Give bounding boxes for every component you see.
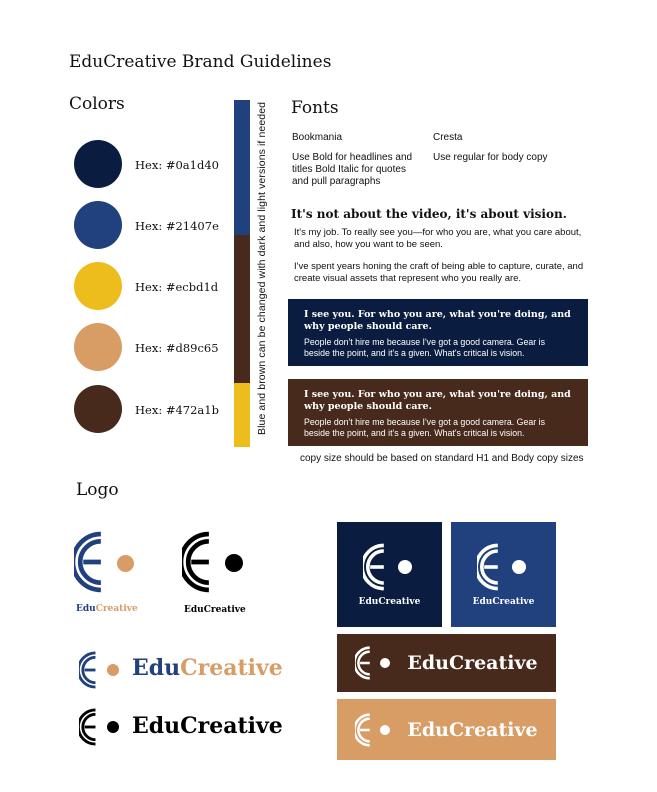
- swatch-blue: [74, 201, 122, 249]
- colors-title: Colors: [69, 94, 125, 114]
- swatch-brown: [74, 385, 122, 433]
- sample-headline: It's not about the video, it's about vision.: [291, 207, 567, 221]
- hex-label: Hex: #472a1b: [135, 403, 219, 417]
- logo-wordmark: EduCreative: [358, 596, 421, 607]
- logo-tile-blue: [451, 522, 556, 627]
- logo-wordmark: EduCreative: [132, 713, 283, 739]
- logo-dot-icon: [107, 721, 119, 733]
- logo-wordmark: EduCreative: [407, 652, 538, 674]
- stripe-note: Blue and brown can be changed with dark and light versions if needed: [256, 101, 268, 435]
- banner-body: People don't hire me because I've got a good camera. Gear is beside the point, and it's a given. What's critical is vision.: [304, 337, 546, 358]
- logo-wordmark: EduCreative: [76, 604, 138, 614]
- sample-banner-brown: [288, 379, 588, 446]
- logo-mark: [477, 543, 531, 591]
- logo-wordmark: EduCreative: [472, 596, 535, 607]
- font-secondary-usage: Use regular for body copy: [433, 152, 548, 163]
- page-title: EduCreative Brand Guidelines: [69, 52, 332, 72]
- font-primary-name: Bookmania: [292, 132, 343, 143]
- logo-color-stacked: [72, 529, 142, 599]
- logo-mark: [363, 543, 417, 591]
- color-stripe-bar: [234, 100, 250, 447]
- banner-headline: I see you. For who you are, what you're doing, and why people should care.: [304, 309, 571, 332]
- font-primary-usage: Use Bold for headlines and titles Bold Italic for quotes and pull paragraphs: [292, 152, 413, 187]
- logo-tile-navy: [337, 522, 442, 627]
- logo-dot-icon: [107, 664, 119, 676]
- stripe-blue: [234, 100, 250, 235]
- copy-size-note: copy size should be based on standard H1 and Body copy sizes: [300, 453, 584, 464]
- banner-body: People don't hire me because I've got a good camera. Gear is beside the point, and it's a given. What's critical is vision.: [304, 417, 546, 438]
- logo-black-stacked: [180, 529, 250, 599]
- font-primary: [292, 132, 422, 188]
- logo-mark: [355, 646, 395, 680]
- font-secondary-name: Cresta: [433, 132, 463, 143]
- stripe-yellow: [234, 383, 250, 447]
- hex-label: Hex: #0a1d40: [135, 158, 219, 172]
- font-secondary: [433, 132, 583, 164]
- logo-tile-tan: [337, 699, 556, 760]
- logo-dot-icon: [398, 560, 412, 574]
- logo-dot-icon: [380, 725, 390, 735]
- logo-dot-icon: [225, 554, 243, 572]
- logo-wordmark: EduCreative: [184, 605, 246, 615]
- hex-label: Hex: #d89c65: [135, 341, 219, 355]
- sample-paragraph: I've spent years honing the craft of being able to capture, curate, and create visual assets that represent who you really are.: [294, 261, 584, 284]
- logo-title: Logo: [76, 480, 119, 500]
- banner-headline: I see you. For who you are, what you're doing, and why people should care.: [304, 389, 571, 412]
- hex-label: Hex: #ecbd1d: [135, 280, 219, 294]
- hex-label: Hex: #21407e: [135, 219, 219, 233]
- logo-wordmark: EduCreative: [407, 718, 538, 741]
- sample-banner-navy: [288, 299, 588, 366]
- stripe-brown: [234, 235, 250, 383]
- sample-paragraph: It's my job. To really see you—for who you are, what you care about, and also, how you want to be seen.: [294, 227, 582, 250]
- logo-dot-icon: [117, 555, 134, 572]
- swatch-navy: [74, 140, 122, 188]
- logo-black-horizontal: [79, 708, 123, 746]
- logo-tile-brown: [337, 634, 556, 692]
- swatch-tan: [74, 323, 122, 371]
- logo-wordmark: EduCreative: [132, 655, 283, 681]
- logo-mark: [355, 713, 395, 747]
- swatch-yellow: [74, 262, 122, 310]
- fonts-title: Fonts: [291, 98, 339, 118]
- logo-dot-icon: [512, 560, 526, 574]
- logo-color-horizontal: [79, 651, 123, 689]
